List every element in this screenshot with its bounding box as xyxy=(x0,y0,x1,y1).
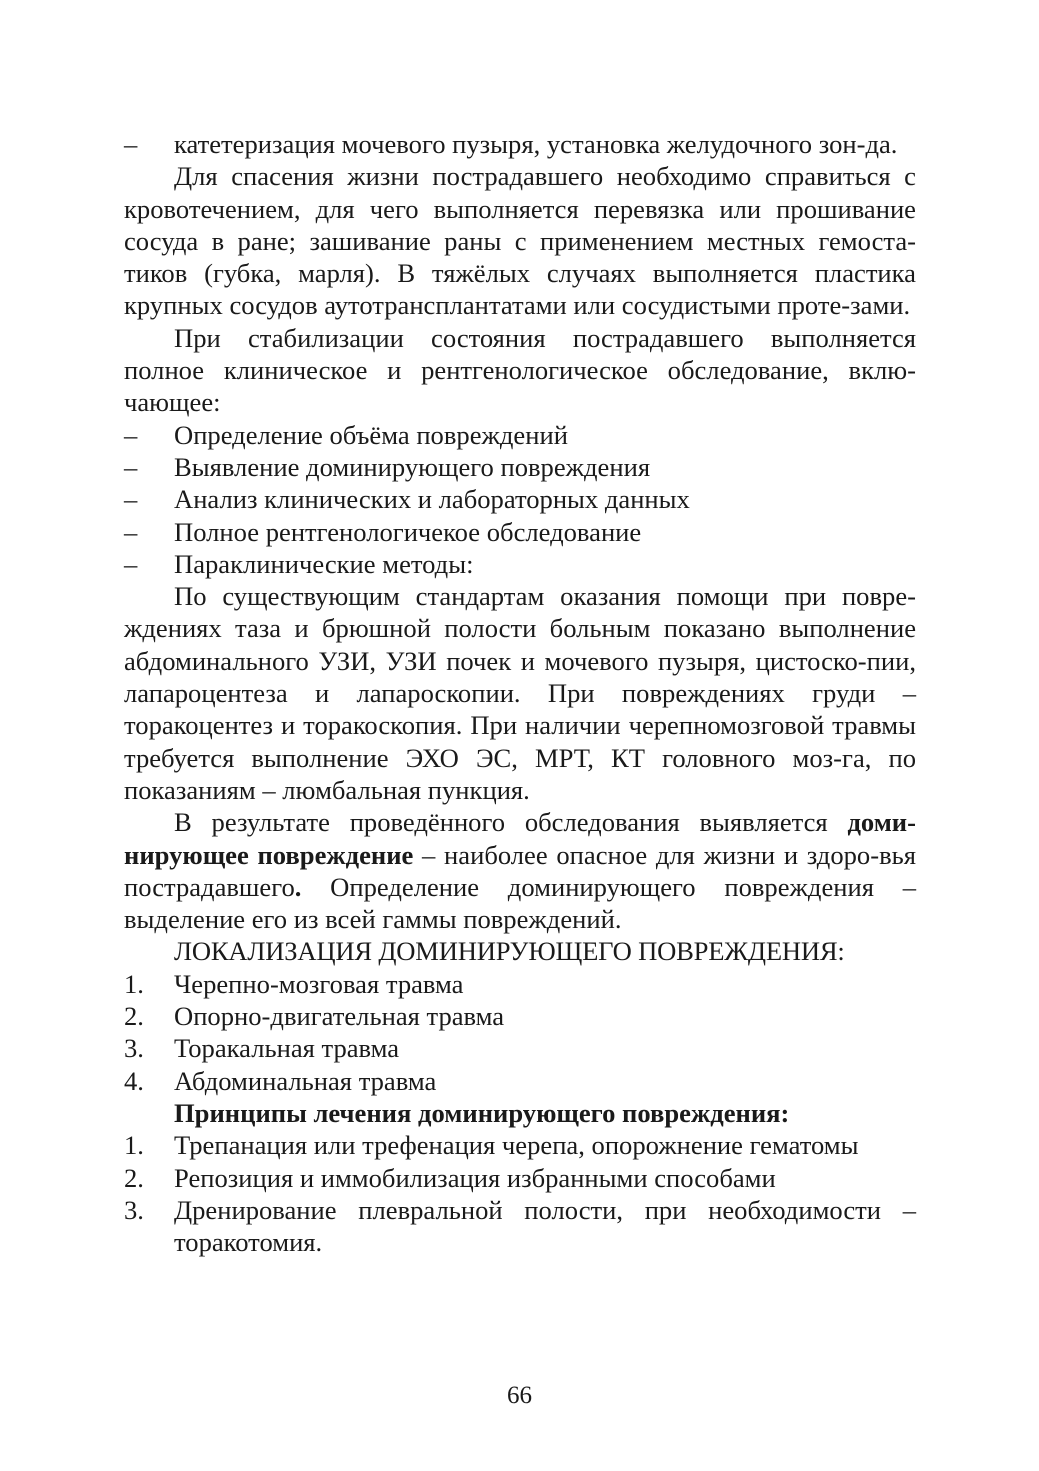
list-item-text: Анализ клинических и лабораторных данных xyxy=(174,484,690,515)
paragraph-text: В результате проведённого обследования выявляется xyxy=(174,807,848,838)
list-item xyxy=(124,548,916,580)
localization-list xyxy=(124,968,916,1097)
list-item-text: Полное рентгенологичекое обследование xyxy=(174,516,642,547)
localization-heading: ЛОКАЛИЗАЦИЯ ДОМИНИРУЮЩЕГО ПОВРЕЖДЕНИЯ: xyxy=(174,936,845,967)
list-item xyxy=(124,1129,916,1161)
list-item-text: Торакальная травма xyxy=(174,1033,400,1064)
list-item-text: Опорно-двигательная травма xyxy=(174,1001,505,1032)
list-item xyxy=(124,483,916,515)
list-item xyxy=(124,516,916,548)
bold-term: доми-нирующее повреждение xyxy=(124,807,916,870)
list-item-text: Параклинические методы: xyxy=(174,548,474,579)
list-item xyxy=(124,451,916,483)
list-number: 2. xyxy=(124,1001,144,1032)
principles-list xyxy=(124,1129,916,1258)
paragraph-bleeding-control: Для спасения жизни пострадавшего необходимо справиться с кровотечением, для чего выполняется перевязка или прошивание сосуда в ране; зашивание раны с применением местных гемоста-тиков (губка, марля). В тяжёлых случаях выполняется пластика крупных сосудов аутотрансплантатами или сосудистыми проте-зами. xyxy=(124,161,916,321)
examination-list xyxy=(124,419,916,580)
list-number: 2. xyxy=(124,1162,144,1193)
dash-marker: – xyxy=(124,548,138,579)
paragraph-dominant-injury xyxy=(124,806,916,935)
dash-marker: – xyxy=(124,129,138,159)
list-item-text: Черепно-мозговая травма xyxy=(174,968,464,999)
list-item-text: Дренирование плевральной полости, при необходимости – торакотомия. xyxy=(174,1194,916,1258)
bold-period: . xyxy=(294,871,302,902)
list-item-text: Репозиция и иммобилизация избранными способами xyxy=(174,1162,776,1193)
paragraph-text: Определение доминирующего повреждения – выделение его из всей гаммы повреждений. xyxy=(124,871,916,935)
list-number: 4. xyxy=(124,1065,144,1096)
list-number: 3. xyxy=(124,1194,144,1225)
principles-heading: Принципы лечения доминирующего повреждения: xyxy=(174,1097,790,1128)
dash-marker: – xyxy=(124,516,138,547)
dash-marker: – xyxy=(124,419,138,450)
paragraph-text: – наиболее опасное для жизни и здоро-вья пострадавшего xyxy=(124,839,916,902)
top-dash-list xyxy=(124,128,916,160)
list-number: 3. xyxy=(124,1033,144,1064)
list-item xyxy=(124,1032,916,1064)
list-item xyxy=(124,1000,916,1032)
list-item xyxy=(124,128,916,160)
list-item-text: Выявление доминирующего повреждения xyxy=(174,451,651,482)
paragraph-examination: При стабилизации состояния пострадавшего выполняется полное клиническое и рентгенологическое обследование, вклю-чающее: xyxy=(124,322,916,418)
list-item xyxy=(124,1162,916,1194)
dash-marker: – xyxy=(124,484,138,515)
list-item xyxy=(124,1194,916,1259)
list-number: 1. xyxy=(124,1130,144,1161)
page-number: 66 xyxy=(507,1382,532,1409)
list-item xyxy=(124,419,916,451)
list-item-text: катетеризация мочевого пузыря, установка желудочного зон-да. xyxy=(174,129,898,159)
list-number: 1. xyxy=(124,968,144,999)
list-item-text: Определение объёма повреждений xyxy=(174,419,568,450)
list-item-text: Абдоминальная травма xyxy=(174,1065,437,1096)
list-item-text: Трепанация или трефенация черепа, опорожнение гематомы xyxy=(174,1130,859,1161)
paragraph-standards: По существующим стандартам оказания помощи при повре-ждениях таза и брюшной полости больным показано выполнение абдоминального УЗИ, УЗИ почек и мочевого пузыря, цистоско-пии, лапароцентеза и лапароскопии. При повреждениях груди – торакоцентез и торакоскопия. При наличии черепномозговой травмы требуется выполнение ЭХО ЭС, МРТ, КТ головного моз-га, по показаниям – люмбальная пункция. xyxy=(124,581,916,805)
page-body xyxy=(124,128,916,1258)
list-item xyxy=(124,1065,916,1097)
dash-marker: – xyxy=(124,451,138,482)
list-item xyxy=(124,968,916,1000)
